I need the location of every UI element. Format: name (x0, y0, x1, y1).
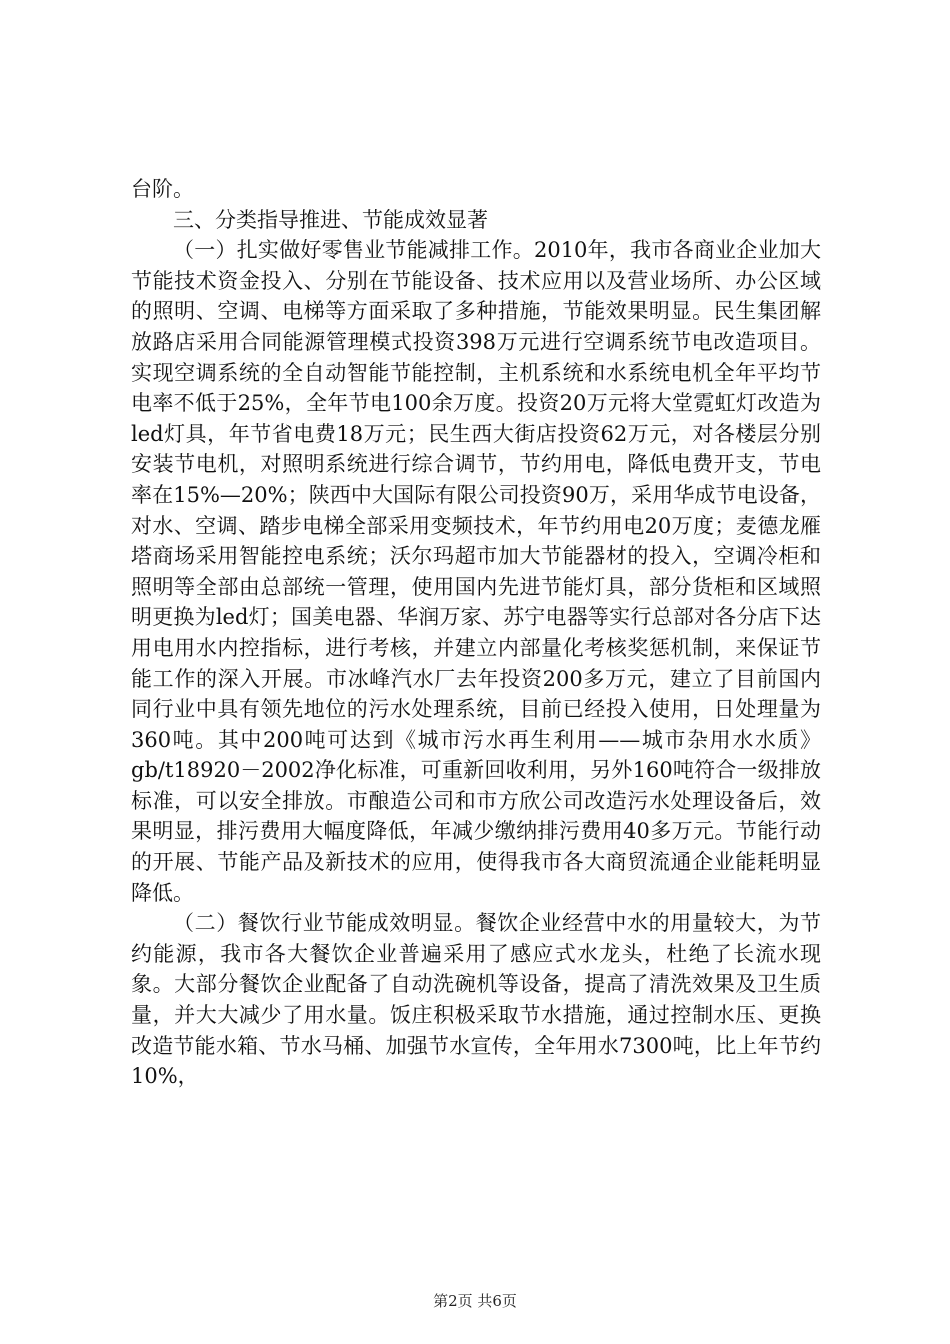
paragraph-catering: （二）餐饮行业节能成效明显。餐饮企业经营中水的用量较大，为节约能源，我市各大餐饮企业普遍采用了感应式水龙头，杜绝了长流水现象。大部分餐饮企业配备了自动洗碗机等设备，提高了清洗效果及卫生质量，并大大减少了用水量。饭庄积极采取节水措施，通过控制水压、更换改造节能水箱、节水马桶、加强节水宣传，全年用水7300吨，比上年节约10%， (131, 911, 821, 1089)
document-body (131, 174, 821, 1092)
page-footer: 第2页 共6页 (433, 1292, 517, 1310)
section-heading: 三、分类指导推进、节能成效显著 (173, 207, 488, 232)
paragraph-retail: （一）扎实做好零售业节能减排工作。2010年，我市各商业企业加大节能技术资金投入、分别在节能设备、技术应用以及营业场所、办公区域的照明、空调、电梯等方面采取了多种措施，节能效果明显。民生集团解放路店采用合同能源管理模式投资398万元进行空调系统节电改造项目。实现空调系统的全自动智能节能控制，主机系统和水系统电机全年平均节电率不低于25%，全年节电100余万度。投资20万元将大堂霓虹灯改造为led灯具，年节省电费18万元；民生西大街店投资62万元，对各楼层分别安装节电机，对照明系统进行综合调节，节约用电，降低电费开支，节电率在15%—20%；陕西中大国际有限公司投资90万，采用华成节电设备，对水、空调、踏步电梯全部采用变频技术，年节约用电20万度；麦德龙雁塔商场采用智能控电系统；沃尔玛超市加大节能器材的投入，空调冷柜和照明等全部由总部统一管理，使用国内先进节能灯具，部分货柜和区域照明更换为led灯；国美电器、华润万家、苏宁电器等实行总部对各分店下达用电用水内控指标，进行考核，并建立内部量化考核奖惩机制，来保证节能工作的深入开展。市冰峰汽水厂去年投资200多万元，建立了目前国内同行业中具有领先地位的污水处理系统，目前已经投入使用，日处理量为360吨。其中200吨可达到《城市污水再生利用——城市杂用水水质》gb/t18920－2002净化标准，可重新回收利用，另外160吨符合一级排放标准，可以安全排放。市酿造公司和市方欣公司改造污水处理设备后，效果明显，排污费用大幅度降低，年减少缴纳排污费用40多万元。节能行动的开展、节能产品及新技术的应用，使得我市各大商贸流通企业能耗明显降低。 (131, 238, 821, 905)
paragraph-continuation: 台阶。 (131, 177, 194, 201)
